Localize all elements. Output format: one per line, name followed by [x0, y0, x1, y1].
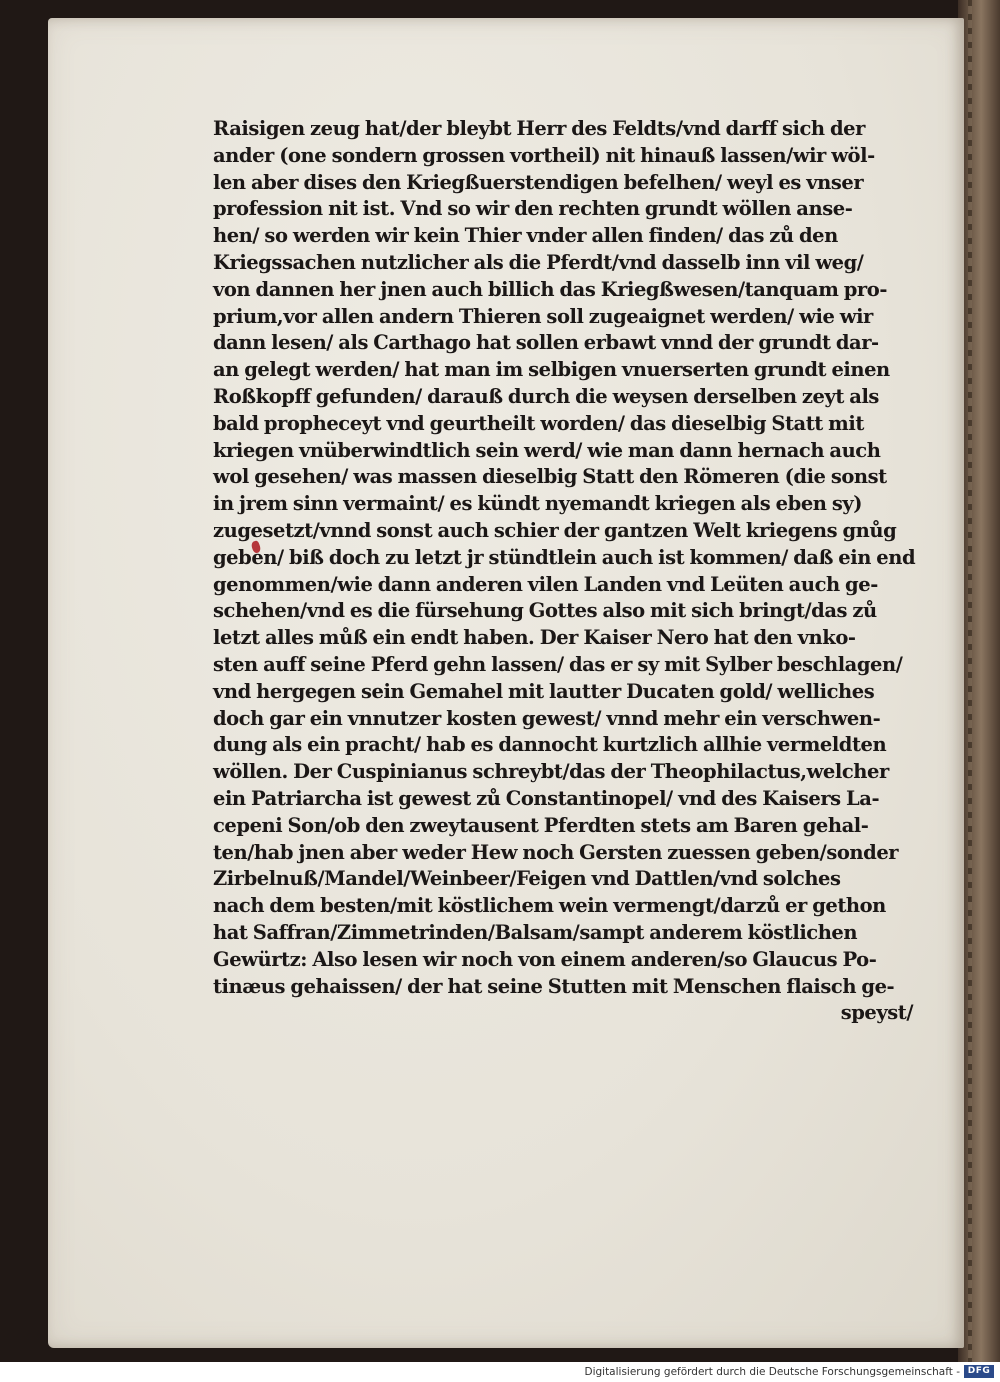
text-line: Raisigen zeug hat/der bleybt Herr des Feldts/vnd darff sich der: [213, 117, 865, 140]
text-line: bald propheceyt vnd geurtheilt worden/ das dieselbig Statt mit: [213, 411, 864, 435]
text-line: hat Saffran/Zimmetrinden/Balsam/sampt anderem köstlichen: [213, 920, 858, 944]
text-line: hen/ so werden wir kein Thier vnder allen finden/ das zů den: [213, 224, 838, 248]
text-line: von dannen her jnen auch billich das Kriegßwesen/tanquam pro-: [213, 277, 887, 301]
text-line: schehen/vnd es die fürsehung Gottes also mit sich bringt/das zů: [213, 599, 877, 623]
text-line: genommen/wie dann anderen vilen Landen vnd Leüten auch ge-: [213, 572, 878, 596]
text-line: nach dem besten/mit köstlichem wein vermengt/darzů er gethon: [213, 894, 886, 918]
text-line: in jrem sinn vermaint/ es kündt nyemandt kriegen als eben sy): [213, 492, 863, 516]
text-line: len aber dises den Kriegßuerstendigen befelhen/ weyl es vnser: [213, 170, 864, 194]
text-line: kriegen vnüberwindtlich sein werd/ wie man dann hernach auch: [213, 438, 881, 462]
text-line: Roßkopff gefunden/ darauß durch die weysen derselben zeyt als: [213, 384, 879, 408]
text-line: Kriegssachen nutzlicher als die Pferdt/vnd dasselb inn vil weg/: [213, 250, 864, 274]
text-line: ein Patriarcha ist gewest zů Constantinopel/ vnd des Kaisers La-: [213, 786, 880, 810]
text-line: ten/hab jnen aber weder Hew noch Gersten zuessen geben/sonder: [213, 840, 899, 864]
dfg-logo[interactable]: DFG: [964, 1365, 994, 1378]
book-page-edge: [958, 0, 1000, 1362]
text-line: wol gesehen/ was massen dieselbig Statt den Römeren (die sonst: [213, 465, 887, 489]
text-line: speyst/: [840, 1001, 913, 1025]
page-text: [213, 116, 943, 1027]
text-line: profession nit ist. Vnd so wir den rechten grundt wöllen anse-: [213, 197, 853, 221]
text-line: wöllen. Der Cuspinianus schreybt/das der Theophilactus,welcher: [213, 760, 889, 784]
text-line: vnd hergegen sein Gemahel mit lautter Ducaten gold/ welliches: [213, 679, 875, 703]
text-line: zugesetzt/vnnd sonst auch schier der gantzen Welt kriegens gnůg: [213, 518, 897, 542]
text-line: doch gar ein vnnutzer kosten gewest/ vnnd mehr ein verschwen-: [213, 706, 881, 730]
text-line: tinæus gehaissen/ der hat seine Stutten mit Menschen flaisch ge-: [213, 974, 895, 998]
text-line: geben/ biß doch zu letzt jr stündtlein auch ist kommen/ daß ein end: [213, 545, 916, 569]
text-line: letzt alles můß ein endt haben. Der Kaiser Nero hat den vnko-: [213, 626, 856, 650]
text-line: dung als ein pracht/ hab es dannocht kurtzlich allhie vermeldten: [213, 733, 887, 757]
text-line: ander (one sondern grossen vortheil) nit hinauß lassen/wir wöl-: [213, 143, 875, 167]
text-line: prium,vor allen andern Thieren soll zugeaignet werden/ wie wir: [213, 304, 873, 328]
text-line: cepeni Son/ob den zweytausent Pferdten stets am Baren gehal-: [213, 813, 869, 837]
text-line: sten auff seine Pferd gehn lassen/ das er sy mit Sylber beschlagen/: [213, 652, 903, 676]
funding-credit: Digitalisierung gefördert durch die Deutsche Forschungsgemeinschaft -: [584, 1366, 960, 1378]
text-line: dann lesen/ als Carthago hat sollen erbawt vnnd der grundt dar-: [213, 331, 879, 355]
text-line: Gewürtz: Also lesen wir noch von einem anderen/so Glaucus Po-: [213, 947, 877, 971]
text-line: an gelegt werden/ hat man im selbigen vnuerserten grundt einen: [213, 358, 890, 382]
text-line: Zirbelnuß/Mandel/Weinbeer/Feigen vnd Dattlen/vnd solches: [213, 867, 841, 891]
